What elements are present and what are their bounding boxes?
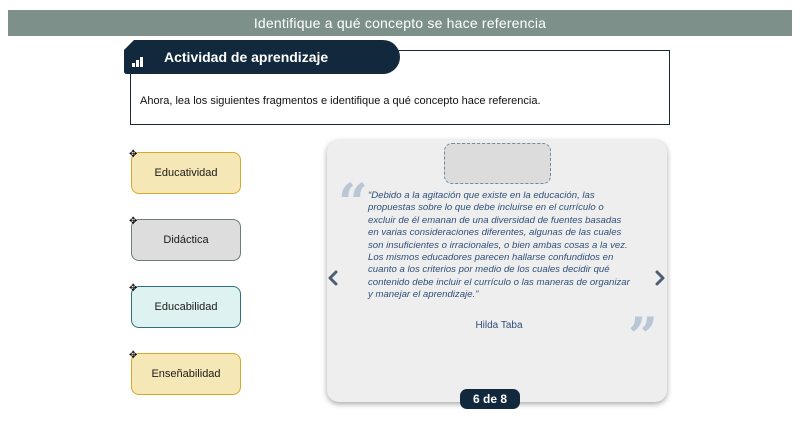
move-icon[interactable]: ✥ (129, 283, 138, 294)
tab-notch (124, 40, 134, 50)
move-icon[interactable]: ✥ (129, 216, 138, 227)
card-label: Educabilidad (154, 301, 218, 313)
move-icon[interactable]: ✥ (129, 149, 138, 160)
activity-header-tab (124, 40, 400, 74)
slide-counter: 6 de 8 (460, 389, 520, 409)
activity-title: Actividad de aprendizaje (164, 49, 329, 65)
chevron-left-icon (326, 270, 340, 286)
close-quote-icon: ” (628, 307, 658, 368)
signal-bars-icon (132, 55, 146, 67)
quote-author: Hilda Taba (475, 320, 523, 331)
drop-zone[interactable] (444, 143, 551, 184)
next-slide-button[interactable] (653, 270, 667, 286)
move-icon[interactable]: ✥ (129, 350, 138, 361)
draggable-card-educatividad[interactable] (129, 149, 241, 194)
page-title: Identifique a qué concepto se hace referencia (8, 10, 792, 36)
quote-text: “Debido a la agitación que existe en la educación, las propuestas sobre lo que debe incluirse en el currículo o excluir de él emanan de una diversidad de fuentes basadas en varias consideraciones diferentes, algunas de las cuales son insuficientes o irracionales, o bien ambas cosas a la vez. Los mismos educadores parecen hallarse confundidos en cuanto a los criterios por medio de los cuales decidir qué contenido debe incluir el currículo o las maneras de organizar y manejar el aprendizaje.” (368, 190, 630, 301)
open-quote-icon: “ (338, 173, 368, 234)
activity-instruction: Ahora, lea los siguientes fragmentos e identifique a qué concepto hace referencia. (140, 95, 541, 107)
previous-slide-button[interactable] (326, 270, 340, 286)
chevron-right-icon (653, 270, 667, 286)
draggable-card-educabilidad[interactable] (129, 283, 241, 328)
card-label: Educatividad (154, 167, 218, 179)
card-label: Didáctica (163, 234, 209, 246)
draggable-card-didactica[interactable] (129, 216, 241, 261)
card-label: Enseñabilidad (151, 368, 221, 380)
draggable-card-ensenabilidad[interactable] (129, 350, 241, 395)
